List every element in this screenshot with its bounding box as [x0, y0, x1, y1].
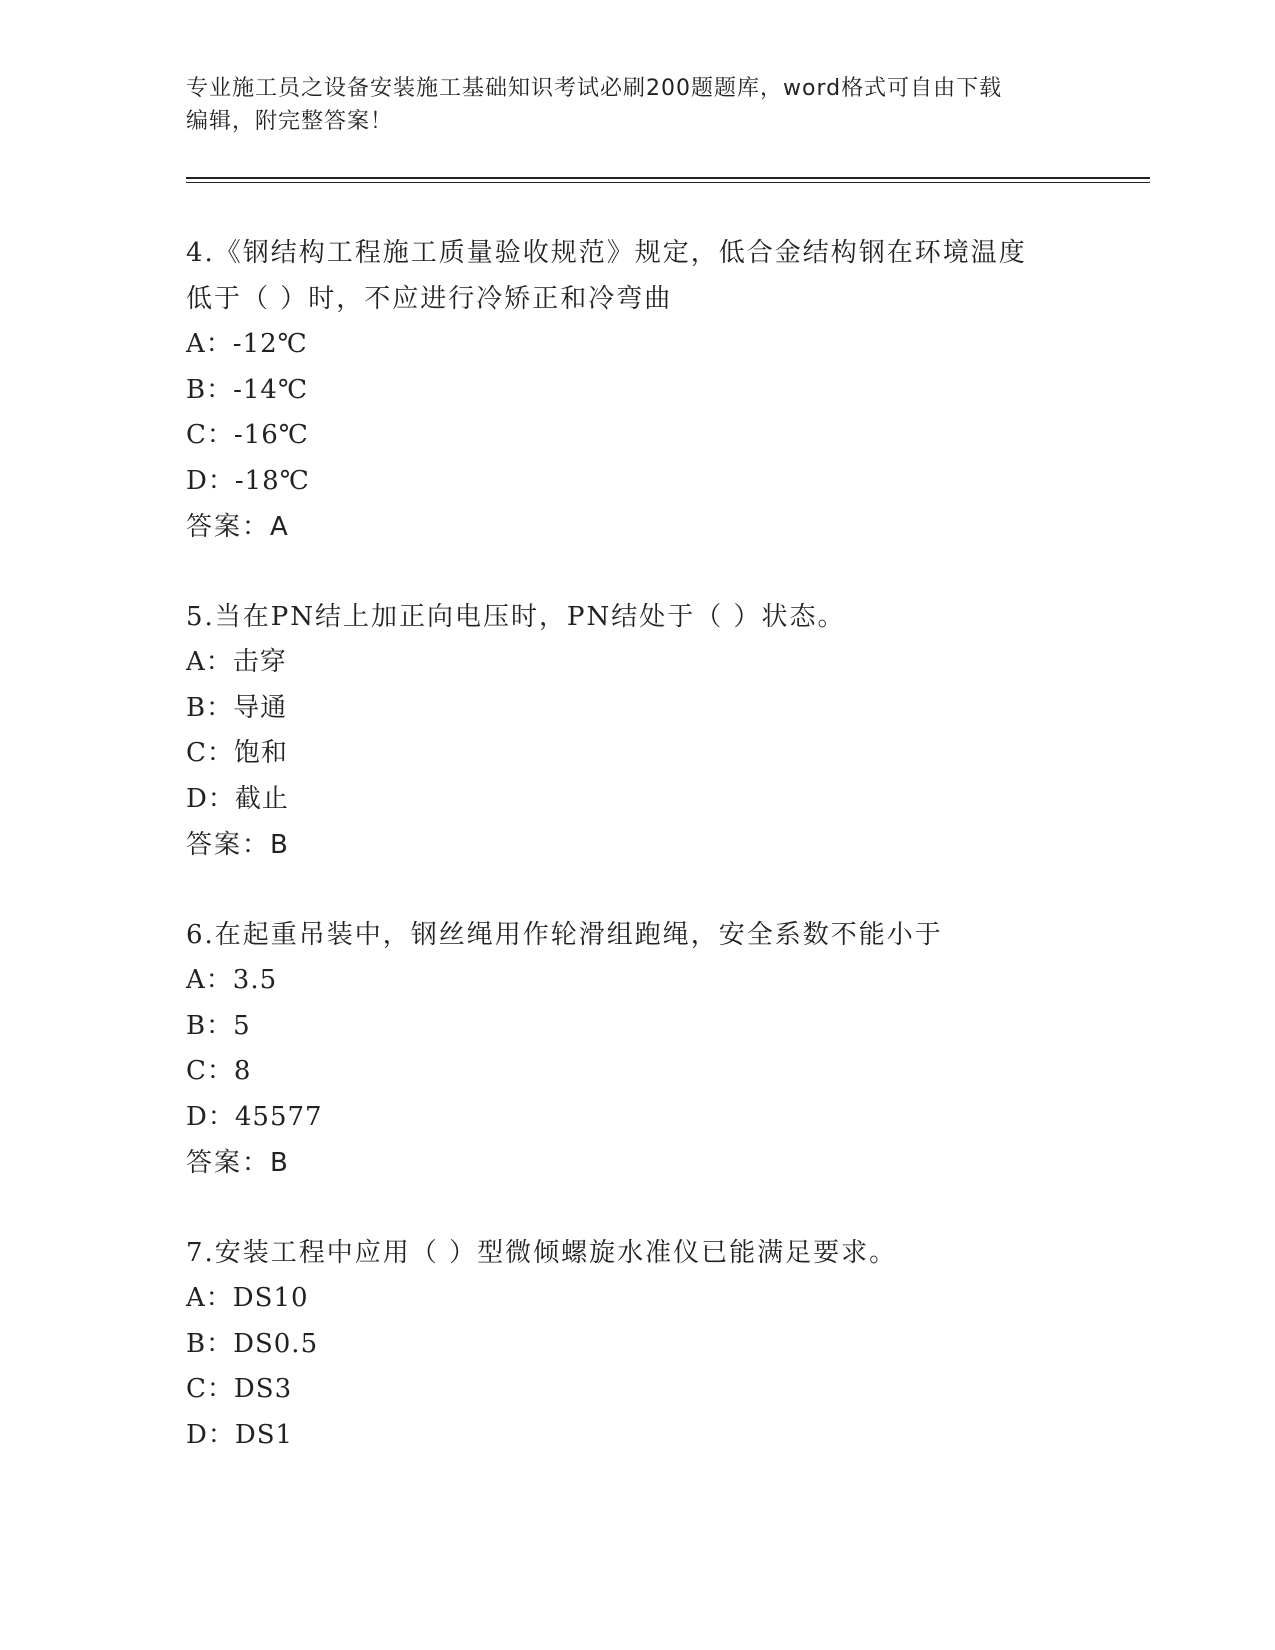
- option-letter: D：: [186, 1419, 235, 1450]
- header-title-line-1: 专业施工员之设备安装施工基础知识考试必刷200题题库，word格式可自由下载: [186, 76, 1003, 101]
- option-text: 45577: [234, 1101, 323, 1132]
- option-b: [186, 1322, 1136, 1368]
- question-4: [186, 230, 1136, 550]
- option-c: [186, 731, 1136, 777]
- option-text: DS0.5: [233, 1328, 319, 1359]
- question-stem: 7.安装工程中应用（ ）型微倾螺旋水准仪已能满足要求。: [186, 1238, 898, 1268]
- option-a: [186, 1276, 1136, 1322]
- option-c: [186, 1049, 1136, 1095]
- question-stem: 6.在起重吊装中，钢丝绳用作轮滑组跑绳，安全系数不能小于: [186, 920, 943, 950]
- option-text: 击穿: [232, 647, 287, 677]
- option-a: [186, 958, 1136, 1004]
- answer-line: 答案：B: [186, 1148, 290, 1178]
- question-7: [186, 1230, 1136, 1458]
- option-letter: D：: [186, 783, 235, 814]
- document-header: [186, 72, 1086, 138]
- option-text: DS3: [233, 1374, 293, 1404]
- option-text: -12℃: [232, 329, 308, 359]
- option-a: [186, 640, 1136, 686]
- header-title-line-2: 编辑，附完整答案！: [186, 109, 394, 134]
- option-letter: C：: [186, 1374, 234, 1404]
- header-divider-thick: [186, 177, 1150, 179]
- question-list: [186, 230, 1136, 1502]
- option-letter: C：: [186, 1056, 234, 1086]
- option-d: [186, 1413, 1136, 1459]
- option-text: 饱和: [233, 738, 288, 768]
- option-letter: D：: [186, 465, 235, 496]
- option-text: DS10: [232, 1283, 309, 1313]
- question-stem: 5.当在PN结上加正向电压时，PN结处于（ ）状态。: [186, 602, 846, 632]
- option-text: -18℃: [234, 465, 310, 496]
- option-text: 3.5: [232, 965, 278, 995]
- option-text: 导通: [233, 692, 288, 723]
- option-letter: A：: [186, 647, 233, 677]
- option-text: DS1: [234, 1419, 294, 1450]
- option-letter: A：: [186, 1283, 233, 1313]
- option-text: 8: [233, 1056, 252, 1086]
- answer-line: 答案：B: [186, 830, 290, 860]
- option-text: 5: [233, 1010, 251, 1041]
- option-text: -14℃: [233, 374, 309, 405]
- option-letter: C：: [186, 738, 234, 768]
- option-d: [186, 1095, 1136, 1141]
- option-b: [186, 686, 1136, 732]
- question-stem: 4.《钢结构工程施工质量验收规范》规定，低合金结构钢在环境温度: [186, 238, 1027, 268]
- option-letter: B：: [186, 692, 234, 723]
- option-text: -16℃: [233, 420, 309, 450]
- header-divider-thin: [186, 182, 1150, 183]
- question-5: [186, 594, 1136, 868]
- option-a: [186, 322, 1136, 368]
- option-b: [186, 368, 1136, 414]
- option-letter: A：: [186, 329, 233, 359]
- option-letter: B：: [186, 374, 234, 405]
- option-letter: C：: [186, 420, 234, 450]
- option-text: 截止: [234, 783, 289, 814]
- option-c: [186, 413, 1136, 459]
- answer-line: 答案：A: [186, 512, 290, 542]
- option-d: [186, 777, 1136, 823]
- option-letter: A：: [186, 965, 233, 995]
- option-letter: D：: [186, 1101, 235, 1132]
- option-b: [186, 1004, 1136, 1050]
- option-letter: B：: [186, 1010, 234, 1041]
- question-stem-continued: 低于（ ）时，不应进行冷矫正和冷弯曲: [186, 284, 673, 314]
- question-6: [186, 912, 1136, 1186]
- option-d: [186, 459, 1136, 505]
- option-letter: B：: [186, 1328, 234, 1359]
- option-c: [186, 1367, 1136, 1413]
